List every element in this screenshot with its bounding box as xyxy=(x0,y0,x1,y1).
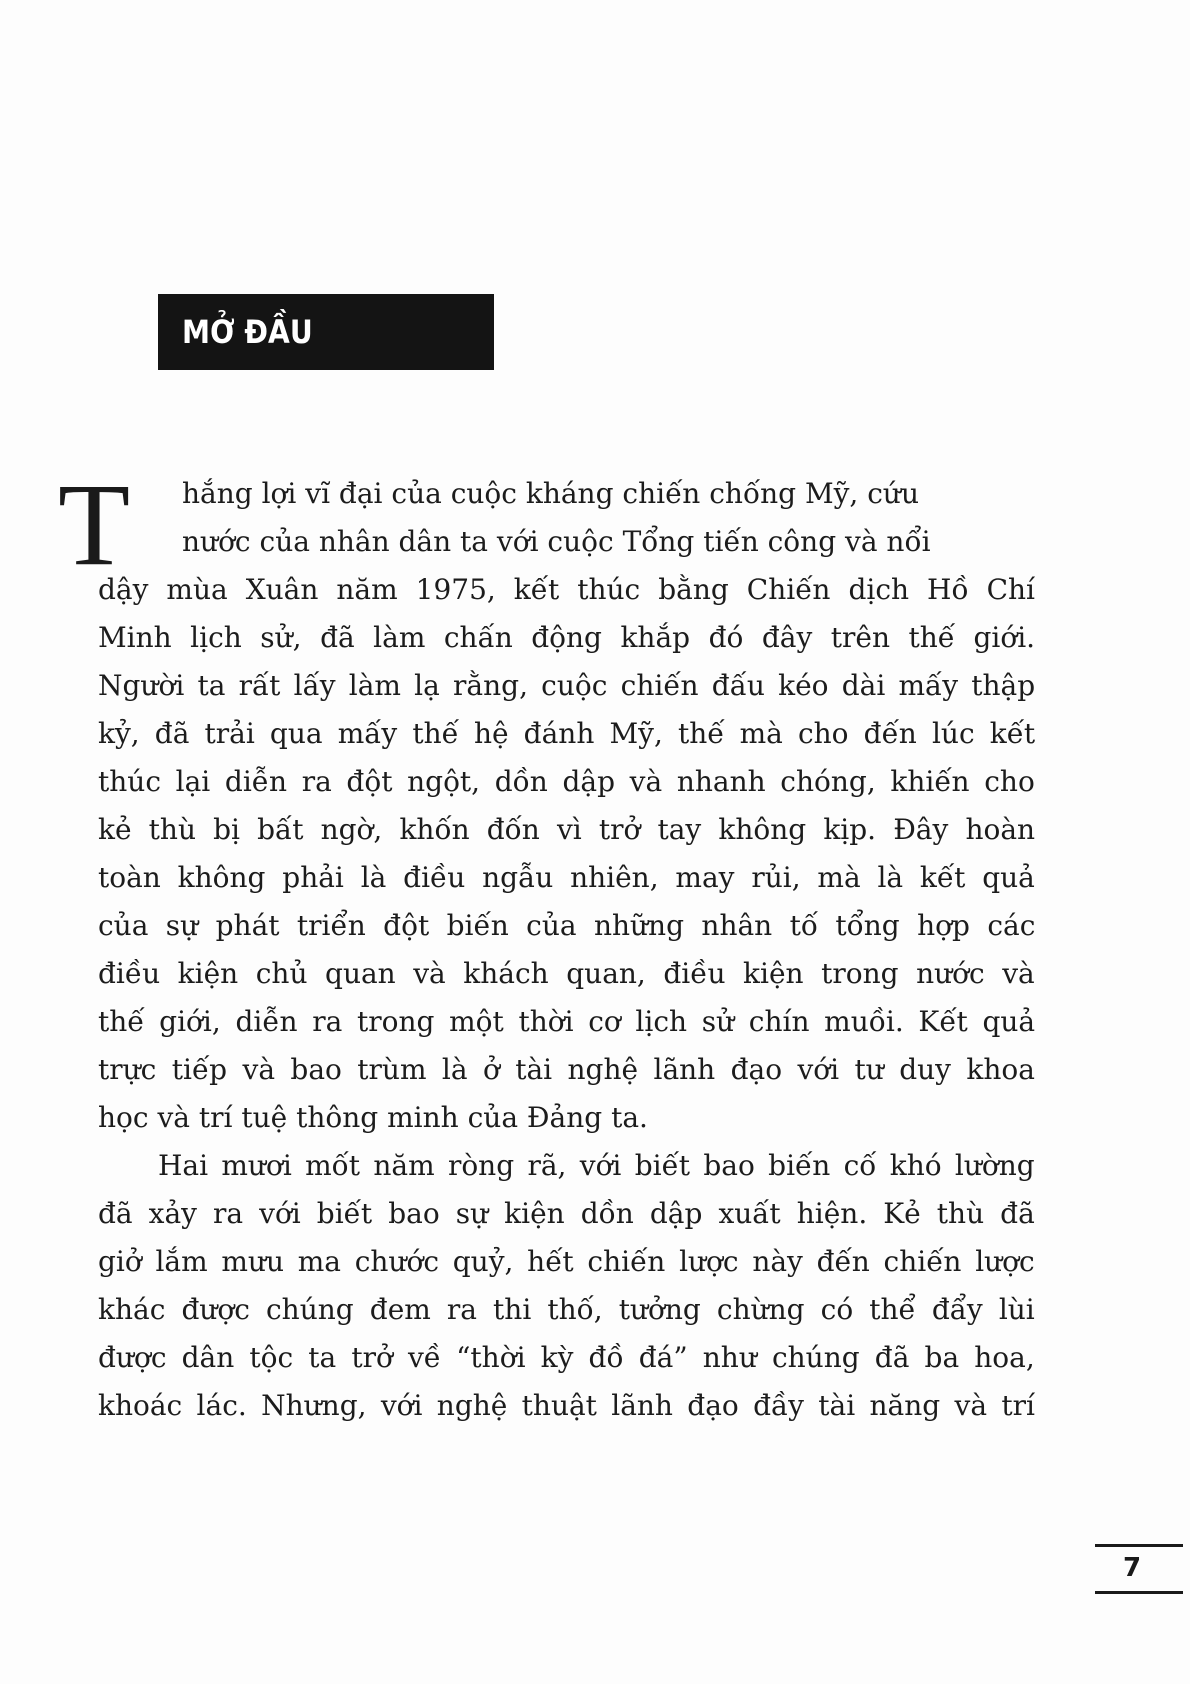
page-number-rule-top xyxy=(1095,1544,1183,1547)
page-number-box xyxy=(1095,1544,1183,1594)
text-line: học và trí tuệ thông minh của Đảng ta. xyxy=(98,1101,648,1134)
text-line: toàn không phải là điều ngẫu nhiên, may rủi, mà là kết quả xyxy=(98,861,1035,894)
text-line: giở lắm mưu ma chước quỷ, hết chiến lược này đến chiến lược xyxy=(98,1245,1035,1278)
page-number: 7 xyxy=(1123,1553,1142,1583)
text-line: nước của nhân dân ta với cuộc Tổng tiến công và nổi xyxy=(182,525,931,558)
text-line: Hai mươi mốt năm ròng rã, với biết bao biến cố khó lường xyxy=(158,1149,1035,1182)
text-line: kẻ thù bị bất ngờ, khốn đốn vì trở tay không kịp. Đây hoàn xyxy=(98,813,1036,846)
text-line: được dân tộc ta trở về “thời kỳ đồ đá” như chúng đã ba hoa, xyxy=(98,1341,1035,1374)
section-header-banner xyxy=(158,294,494,370)
text-line: trực tiếp và bao trùm là ở tài nghệ lãnh đạo với tư duy khoa xyxy=(98,1053,1035,1086)
text-line: Minh lịch sử, đã làm chấn động khắp đó đây trên thế giới. xyxy=(98,621,1036,654)
text-line: dậy mùa Xuân năm 1975, kết thúc bằng Chiến dịch Hồ Chí xyxy=(98,573,1035,606)
text-line: của sự phát triển đột biến của những nhân tố tổng hợp các xyxy=(98,909,1036,942)
text-line: Người ta rất lấy làm lạ rằng, cuộc chiến đấu kéo dài mấy thập xyxy=(98,669,1036,702)
drop-cap-letter: T xyxy=(58,459,131,590)
page-number-rule-bottom xyxy=(1095,1591,1183,1594)
text-line: kỷ, đã trải qua mấy thế hệ đánh Mỹ, thế mà cho đến lúc kết xyxy=(98,717,1036,750)
text-line: thúc lại diễn ra đột ngột, dồn dập và nhanh chóng, khiến cho xyxy=(98,765,1035,798)
text-line: khoác lác. Nhưng, với nghệ thuật lãnh đạo đầy tài năng và trí xyxy=(98,1389,1035,1422)
text-line: đã xảy ra với biết bao sự kiện dồn dập xuất hiện. Kẻ thù đã xyxy=(98,1197,1035,1230)
text-line: điều kiện chủ quan và khách quan, điều kiện trong nước và xyxy=(98,957,1035,990)
section-title: MỞ ĐẦU xyxy=(182,313,313,351)
text-line: khác được chúng đem ra thi thố, tưởng chừng có thể đẩy lùi xyxy=(98,1293,1035,1326)
text-line: hắng lợi vĩ đại của cuộc kháng chiến chống Mỹ, cứu xyxy=(182,477,919,510)
text-line: thế giới, diễn ra trong một thời cơ lịch sử chín muồi. Kết quả xyxy=(98,1005,1036,1038)
